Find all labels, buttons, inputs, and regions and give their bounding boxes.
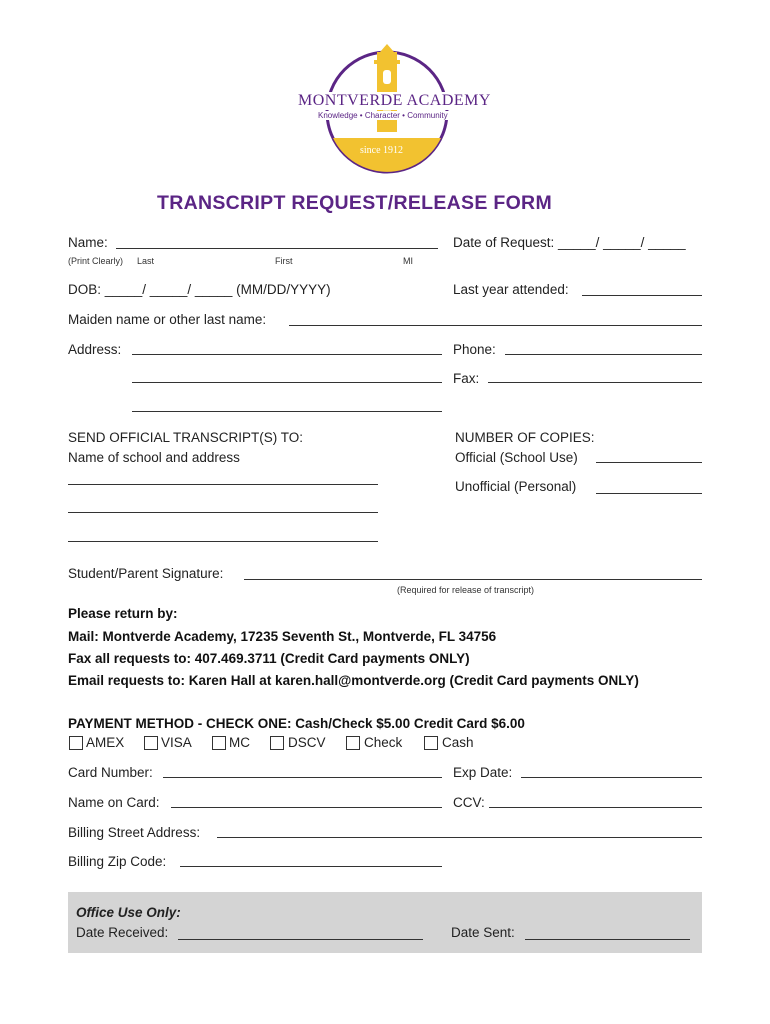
date-sent-label: Date Sent:	[451, 925, 515, 940]
billing-street-field[interactable]	[217, 837, 702, 838]
address-label: Address:	[68, 342, 122, 357]
fax-field[interactable]	[488, 382, 702, 383]
mc-label: MC	[229, 735, 250, 750]
date-received-field[interactable]	[178, 939, 423, 940]
office-use-panel	[68, 892, 702, 953]
card-number-field[interactable]	[163, 777, 442, 778]
last-hint: Last	[137, 256, 155, 266]
billing-zip-label: Billing Zip Code:	[68, 854, 167, 869]
phone-field[interactable]	[505, 354, 702, 355]
school-address-field-3[interactable]	[68, 541, 378, 542]
return-mail: Mail: Montverde Academy, 17235 Seventh St., Montverde, FL 34756	[68, 629, 497, 644]
name-label: Name:	[68, 235, 108, 250]
unofficial-copies-label: Unofficial (Personal)	[455, 479, 577, 494]
school-logo	[292, 40, 491, 180]
logo-since: since 1912	[360, 145, 404, 156]
ccv-field[interactable]	[489, 807, 702, 808]
school-address-field-2[interactable]	[68, 512, 378, 513]
fax-label: Fax:	[453, 371, 480, 386]
ccv-label: CCV:	[453, 795, 485, 810]
logo-name: MONTVERDE ACADEMY	[298, 92, 491, 109]
last-year-attended-field[interactable]	[582, 295, 702, 296]
exp-date-label: Exp Date:	[453, 765, 513, 780]
form-title: TRANSCRIPT REQUEST/RELEASE FORM	[157, 192, 552, 214]
mc-checkbox[interactable]	[212, 736, 226, 750]
address-field-2[interactable]	[132, 382, 442, 383]
exp-date-field[interactable]	[521, 777, 702, 778]
name-on-card-label: Name on Card:	[68, 795, 160, 810]
mi-hint: MI	[403, 256, 413, 266]
billing-street-label: Billing Street Address:	[68, 825, 201, 840]
office-use-heading: Office Use Only:	[76, 905, 181, 920]
print-clearly-hint: (Print Clearly)	[68, 256, 124, 266]
return-fax: Fax all requests to: 407.469.3711 (Credit Card payments ONLY)	[68, 651, 470, 666]
unofficial-copies-field[interactable]	[596, 493, 702, 494]
name-on-card-field[interactable]	[171, 807, 442, 808]
name-field[interactable]	[116, 248, 438, 249]
address-field-1[interactable]	[132, 354, 442, 355]
payment-heading: PAYMENT METHOD - CHECK ONE: Cash/Check $5.00 Credit Card $6.00	[68, 716, 525, 731]
dscv-checkbox[interactable]	[270, 736, 284, 750]
amex-label: AMEX	[86, 735, 125, 750]
send-to-heading: SEND OFFICIAL TRANSCRIPT(S) TO:	[68, 430, 304, 445]
cash-label: Cash	[442, 735, 474, 750]
visa-checkbox[interactable]	[144, 736, 158, 750]
visa-label: VISA	[161, 735, 192, 750]
return-heading: Please return by:	[68, 606, 178, 621]
maiden-name-label: Maiden name or other last name:	[68, 312, 267, 327]
dob-field[interactable]: DOB: _____/ _____/ _____ (MM/DD/YYYY)	[68, 282, 331, 297]
maiden-name-field[interactable]	[289, 325, 702, 326]
school-name-address-label: Name of school and address	[68, 450, 240, 465]
check-label: Check	[364, 735, 403, 750]
signature-required-note: (Required for release of transcript)	[397, 585, 535, 595]
cash-checkbox[interactable]	[424, 736, 438, 750]
school-address-field-1[interactable]	[68, 484, 378, 485]
logo-tagline: Knowledge • Character • Community	[318, 111, 448, 120]
logo-emblem	[292, 40, 482, 180]
official-copies-label: Official (School Use)	[455, 450, 578, 465]
phone-label: Phone:	[453, 342, 496, 357]
card-number-label: Card Number:	[68, 765, 153, 780]
signature-label: Student/Parent Signature:	[68, 566, 224, 581]
amex-checkbox[interactable]	[69, 736, 83, 750]
date-of-request[interactable]: Date of Request: _____/ _____/ _____	[453, 235, 686, 250]
official-copies-field[interactable]	[596, 462, 702, 463]
billing-zip-field[interactable]	[180, 866, 442, 867]
first-hint: First	[275, 256, 293, 266]
number-of-copies-heading: NUMBER OF COPIES:	[455, 430, 595, 445]
check-checkbox[interactable]	[346, 736, 360, 750]
date-received-label: Date Received:	[76, 925, 169, 940]
address-field-3[interactable]	[132, 411, 442, 412]
return-email: Email requests to: Karen Hall at karen.hall@montverde.org (Credit Card payments ONLY)	[68, 673, 639, 688]
dscv-label: DSCV	[288, 735, 326, 750]
signature-field[interactable]	[244, 579, 702, 580]
last-year-attended-label: Last year attended:	[453, 282, 569, 297]
date-sent-field[interactable]	[525, 939, 690, 940]
